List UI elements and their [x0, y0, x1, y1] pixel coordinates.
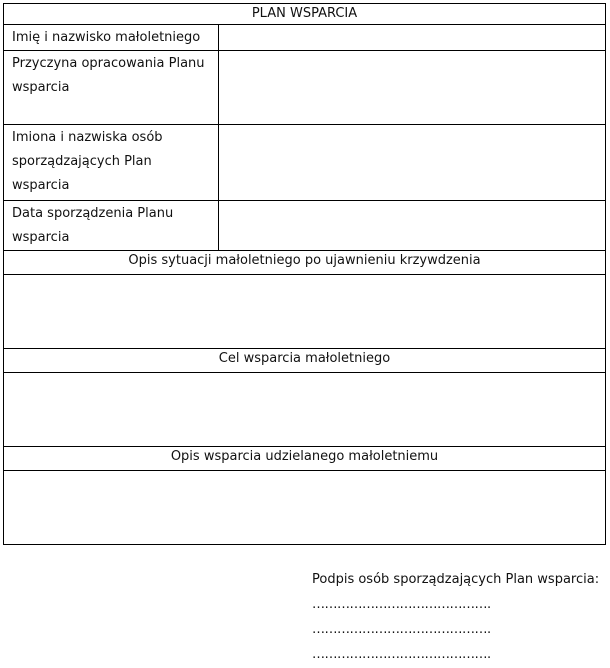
- minor-name-field[interactable]: [219, 25, 606, 51]
- signature-line[interactable]: …………………………………….: [312, 622, 491, 637]
- goal-section-heading: Cel wsparcia małoletniego: [4, 349, 606, 373]
- minor-name-label: Imię i nazwisko małoletniego: [4, 25, 219, 51]
- section-support-heading-row: [4, 447, 606, 471]
- support-section-heading: Opis wsparcia udzielanego małoletniemu: [4, 447, 606, 471]
- goal-section-field[interactable]: [4, 373, 606, 447]
- support-plan-form: [3, 3, 606, 545]
- form-title: PLAN WSPARCIA: [4, 4, 606, 25]
- section-situation-body-row: [4, 275, 606, 349]
- signature-line[interactable]: …………………………………….: [312, 647, 491, 662]
- signature-label: Podpis osób sporządzających Plan wsparcia:: [312, 572, 600, 587]
- form-row-minor-name: [4, 25, 606, 51]
- support-section-field[interactable]: [4, 471, 606, 545]
- authors-field[interactable]: [219, 125, 606, 201]
- signature-line[interactable]: …………………………………….: [312, 597, 491, 612]
- plan-date-label: Data sporządzenia Planu wsparcia: [4, 201, 219, 251]
- plan-reason-field[interactable]: [219, 51, 606, 125]
- plan-reason-label: Przyczyna opracowania Planu wsparcia: [4, 51, 219, 125]
- signature-block: [312, 567, 608, 667]
- form-title-row: [4, 4, 606, 25]
- section-support-body-row: [4, 471, 606, 545]
- form-row-authors: [4, 125, 606, 201]
- form-row-plan-date: [4, 201, 606, 251]
- section-situation-heading-row: [4, 251, 606, 275]
- situation-section-heading: Opis sytuacji małoletniego po ujawnieniu krzywdzenia: [4, 251, 606, 275]
- authors-label: Imiona i nazwiska osób sporządzających Plan wsparcia: [4, 125, 219, 201]
- section-goal-body-row: [4, 373, 606, 447]
- plan-date-field[interactable]: [219, 201, 606, 251]
- situation-section-field[interactable]: [4, 275, 606, 349]
- form-row-plan-reason: [4, 51, 606, 125]
- section-goal-heading-row: [4, 349, 606, 373]
